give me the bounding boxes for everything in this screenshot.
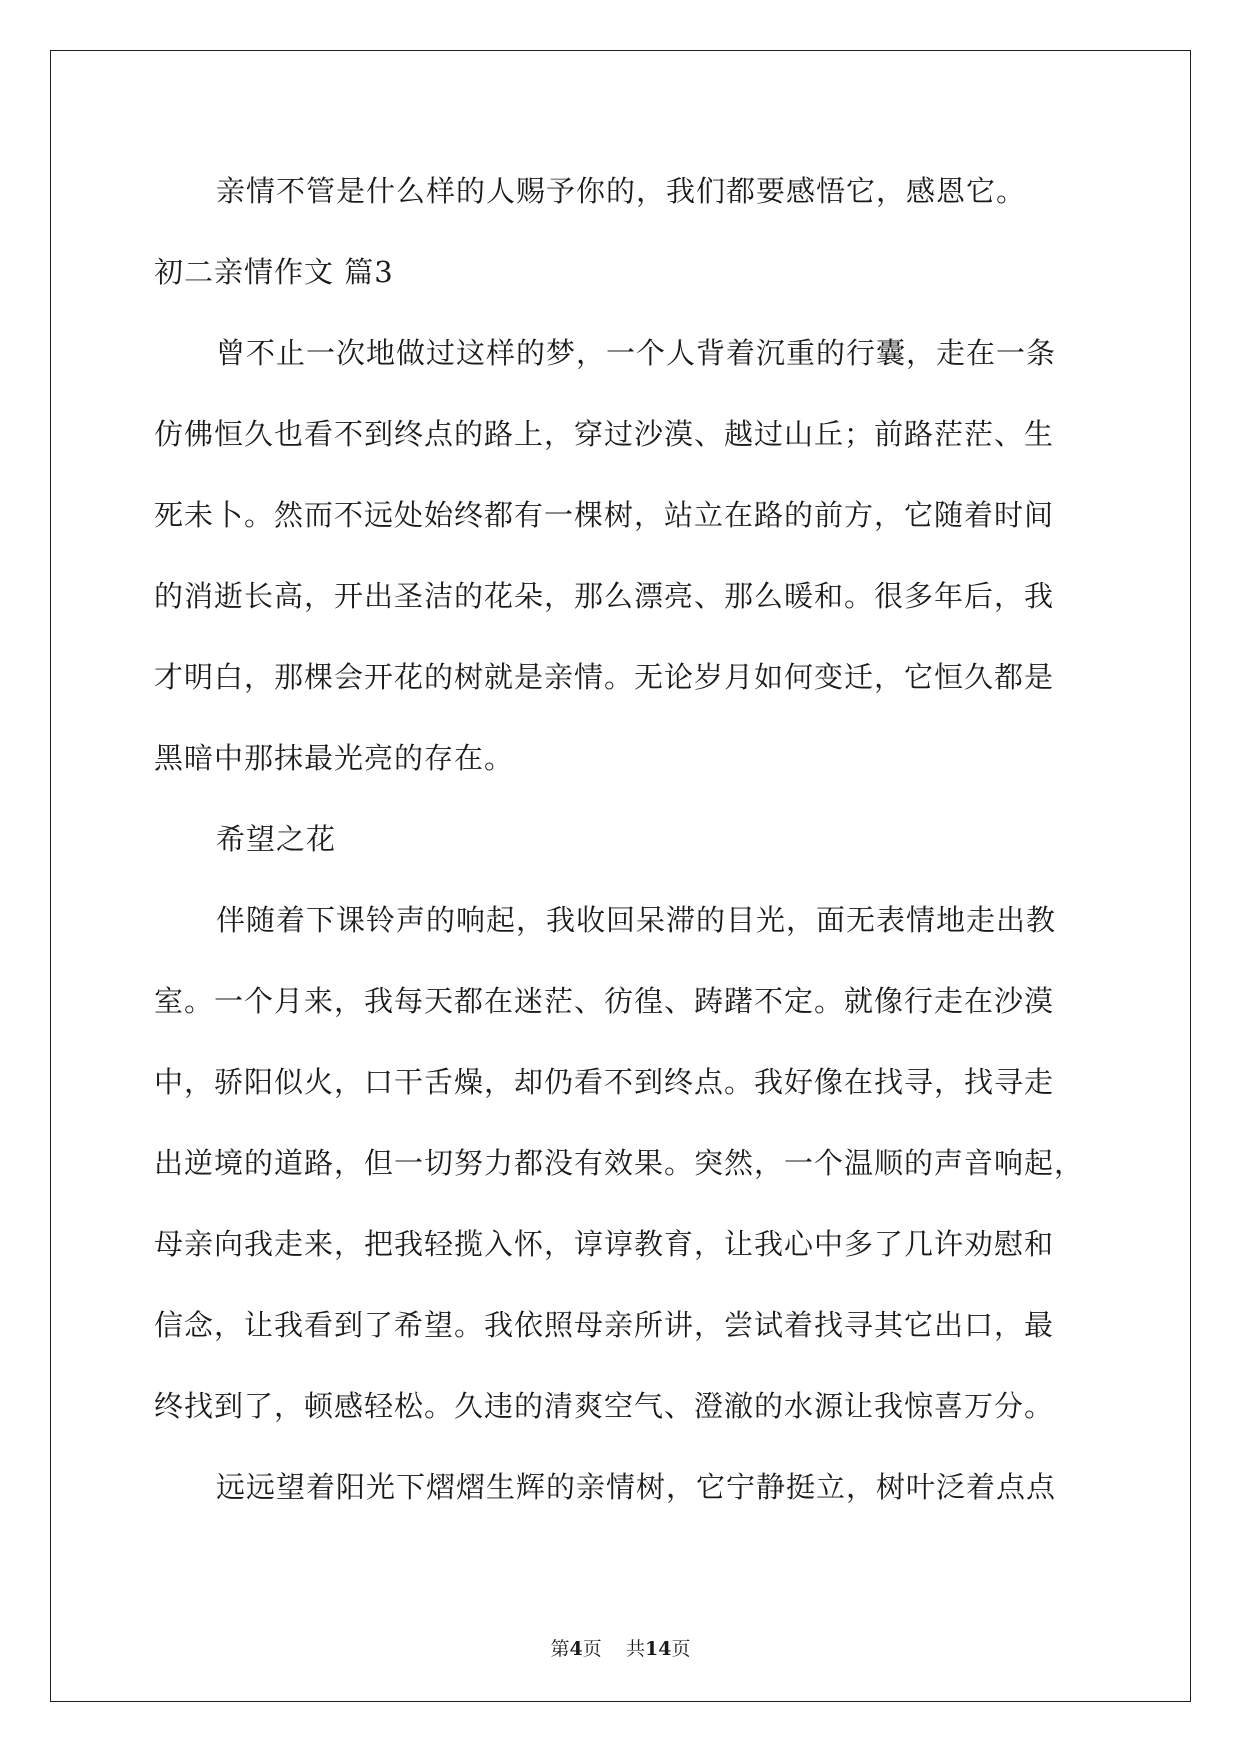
- paragraph-line: 死未卜。然而不远处始终都有一棵树，站立在路的前方，它随着时间: [154, 498, 1055, 532]
- paragraph-line: 仿佛恒久也看不到终点的路上，穿过沙漠、越过山丘；前路茫茫、生: [154, 417, 1055, 451]
- paragraph-line: 母亲向我走来，把我轻揽入怀，谆谆教育，让我心中多了几许劝慰和: [154, 1227, 1055, 1261]
- page-unit: 页: [582, 1638, 602, 1660]
- paragraph-line: 曾不止一次地做过这样的梦，一个人背着沉重的行囊，走在一条: [216, 336, 1057, 370]
- paragraph-line: 黑暗中那抹最光亮的存在。: [154, 741, 515, 775]
- page-total: 14: [644, 1638, 672, 1660]
- page-prefix: 第: [550, 1638, 570, 1660]
- subtitle: 希望之花: [216, 822, 337, 856]
- paragraph-line: 中，骄阳似火，口干舌燥，却仍看不到终点。我好像在找寻，找寻走: [154, 1065, 1055, 1099]
- paragraph-line: 亲情不管是什么样的人赐予你的，我们都要感悟它，感恩它。: [216, 174, 1027, 208]
- total-prefix: 共: [625, 1638, 645, 1660]
- paragraph-line: 信念，让我看到了希望。我依照母亲所讲，尝试着找寻其它出口，最: [154, 1308, 1055, 1342]
- paragraph-line: 出逆境的道路，但一切努力都没有效果。突然，一个温顺的声音响起，: [154, 1146, 1085, 1180]
- page-border: [50, 50, 1191, 1702]
- section-heading: 初二亲情作文 篇3: [154, 255, 394, 289]
- total-unit: 页: [671, 1638, 691, 1660]
- paragraph-line: 远远望着阳光下熠熠生辉的亲情树，它宁静挺立，树叶泛着点点: [216, 1470, 1057, 1504]
- paragraph-line: 终找到了，顿感轻松。久违的清爽空气、澄澈的水源让我惊喜万分。: [154, 1389, 1055, 1423]
- paragraph-line: 的消逝长高，开出圣洁的花朵，那么漂亮、那么暖和。很多年后，我: [154, 579, 1055, 613]
- paragraph-line: 室。一个月来，我每天都在迷茫、彷徨、踌躇不定。就像行走在沙漠: [154, 984, 1055, 1018]
- page-footer: [0, 1634, 1241, 1661]
- page-current: 4: [569, 1638, 583, 1660]
- paragraph-line: 伴随着下课铃声的响起，我收回呆滞的目光，面无表情地走出教: [216, 903, 1057, 937]
- paragraph-line: 才明白，那棵会开花的树就是亲情。无论岁月如何变迁，它恒久都是: [154, 660, 1055, 694]
